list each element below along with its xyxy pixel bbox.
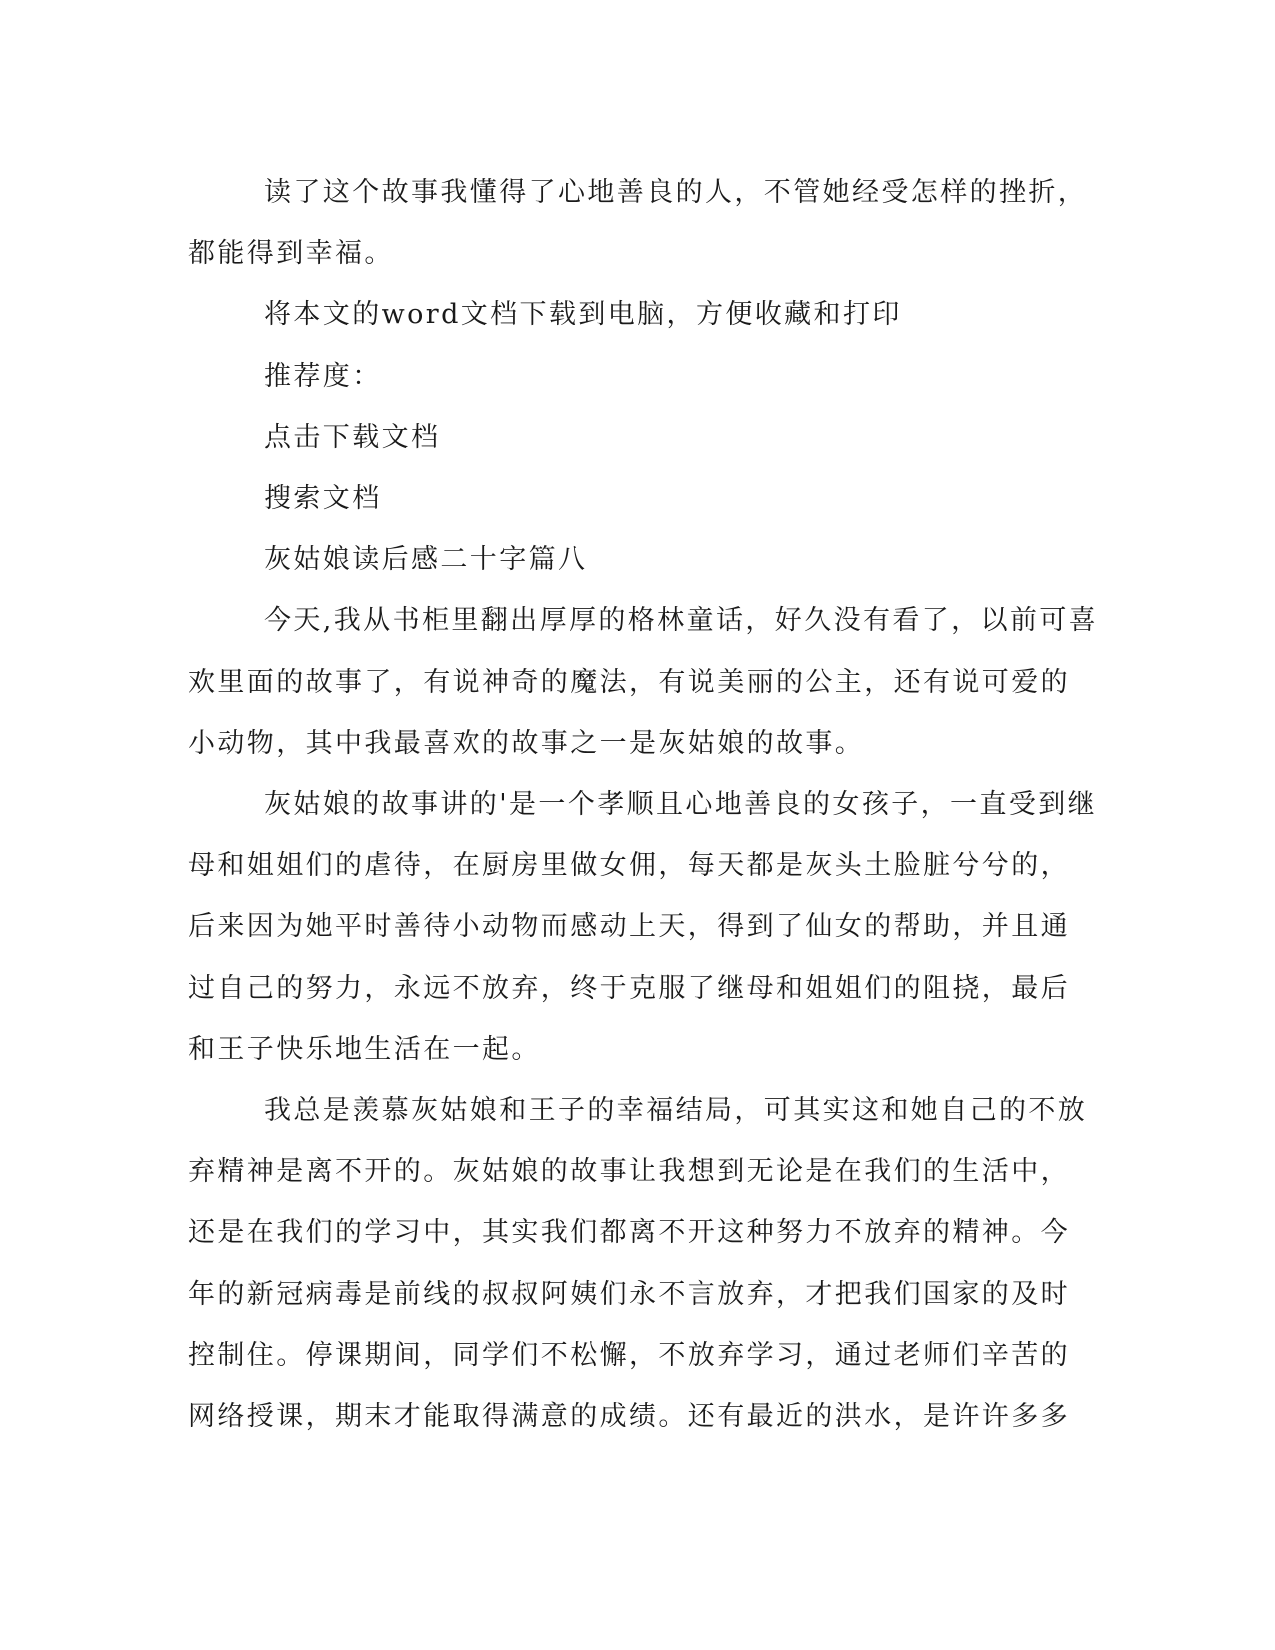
text-line: 推荐度： [264,360,382,392]
text-line: 欢里面的故事了，有说神奇的魔法，有说美丽的公主，还有说可爱的 [188,666,1070,698]
text-line: 小动物，其中我最喜欢的故事之一是灰姑娘的故事。 [188,727,865,759]
text-line: 母和姐姐们的虐待，在厨房里做女佣，每天都是灰头土脸脏兮兮的， [188,850,1070,882]
text-line: 读了这个故事我懂得了心地善良的人，不管她经受怎样的挫折， [264,177,1088,208]
text-line: 灰姑娘读后感二十字篇八 [264,544,588,576]
paragraph [188,590,1099,774]
document-body [188,162,1099,1447]
text-line: 网络授课，期末才能取得满意的成绩。还有最近的洪水，是许许多多 [188,1401,1070,1433]
text-line: 控制住。停课期间，同学们不松懈，不放弃学习，通过老师们辛苦的 [188,1339,1070,1371]
paragraph [188,162,1088,284]
paragraph [188,1080,1088,1447]
search-document-link[interactable] [188,468,1088,529]
text-line: 今天,我从书柜里翻出厚厚的格林童话，好久没有看了，以前可喜 [264,605,1099,637]
text-line: 弃精神是离不开的。灰姑娘的故事让我想到无论是在我们的生活中， [188,1156,1070,1188]
text-line: 和王子快乐地生活在一起。 [188,1033,541,1065]
text-line: 我总是羡慕灰姑娘和王子的幸福结局，可其实这和她自己的不放 [264,1095,1088,1127]
text-line: 后来因为她平时善待小动物而感动上天，得到了仙女的帮助，并且通 [188,911,1070,943]
paragraph [188,774,1098,1080]
download-hint [188,284,1088,345]
text-line: 灰姑娘的故事讲的'是一个孝顺且心地善良的女孩子，一直受到继 [264,789,1098,821]
download-document-link[interactable] [188,407,1088,468]
text-line[interactable]: 搜索文档 [264,483,382,515]
text-line: 都能得到幸福。 [188,238,394,270]
section-heading [188,529,1088,590]
text-line: 年的新冠病毒是前线的叔叔阿姨们永不言放弃，才把我们国家的及时 [188,1278,1070,1310]
recommendation-label [188,346,1088,407]
text-line: 过自己的努力，永远不放弃，终于克服了继母和姐姐们的阻挠，最后 [188,972,1070,1004]
text-line: 将本文的word文档下载到电脑，方便收藏和打印 [264,299,902,331]
text-line[interactable]: 点击下载文档 [264,421,441,453]
text-line: 还是在我们的学习中，其实我们都离不开这种努力不放弃的精神。今 [188,1217,1070,1249]
